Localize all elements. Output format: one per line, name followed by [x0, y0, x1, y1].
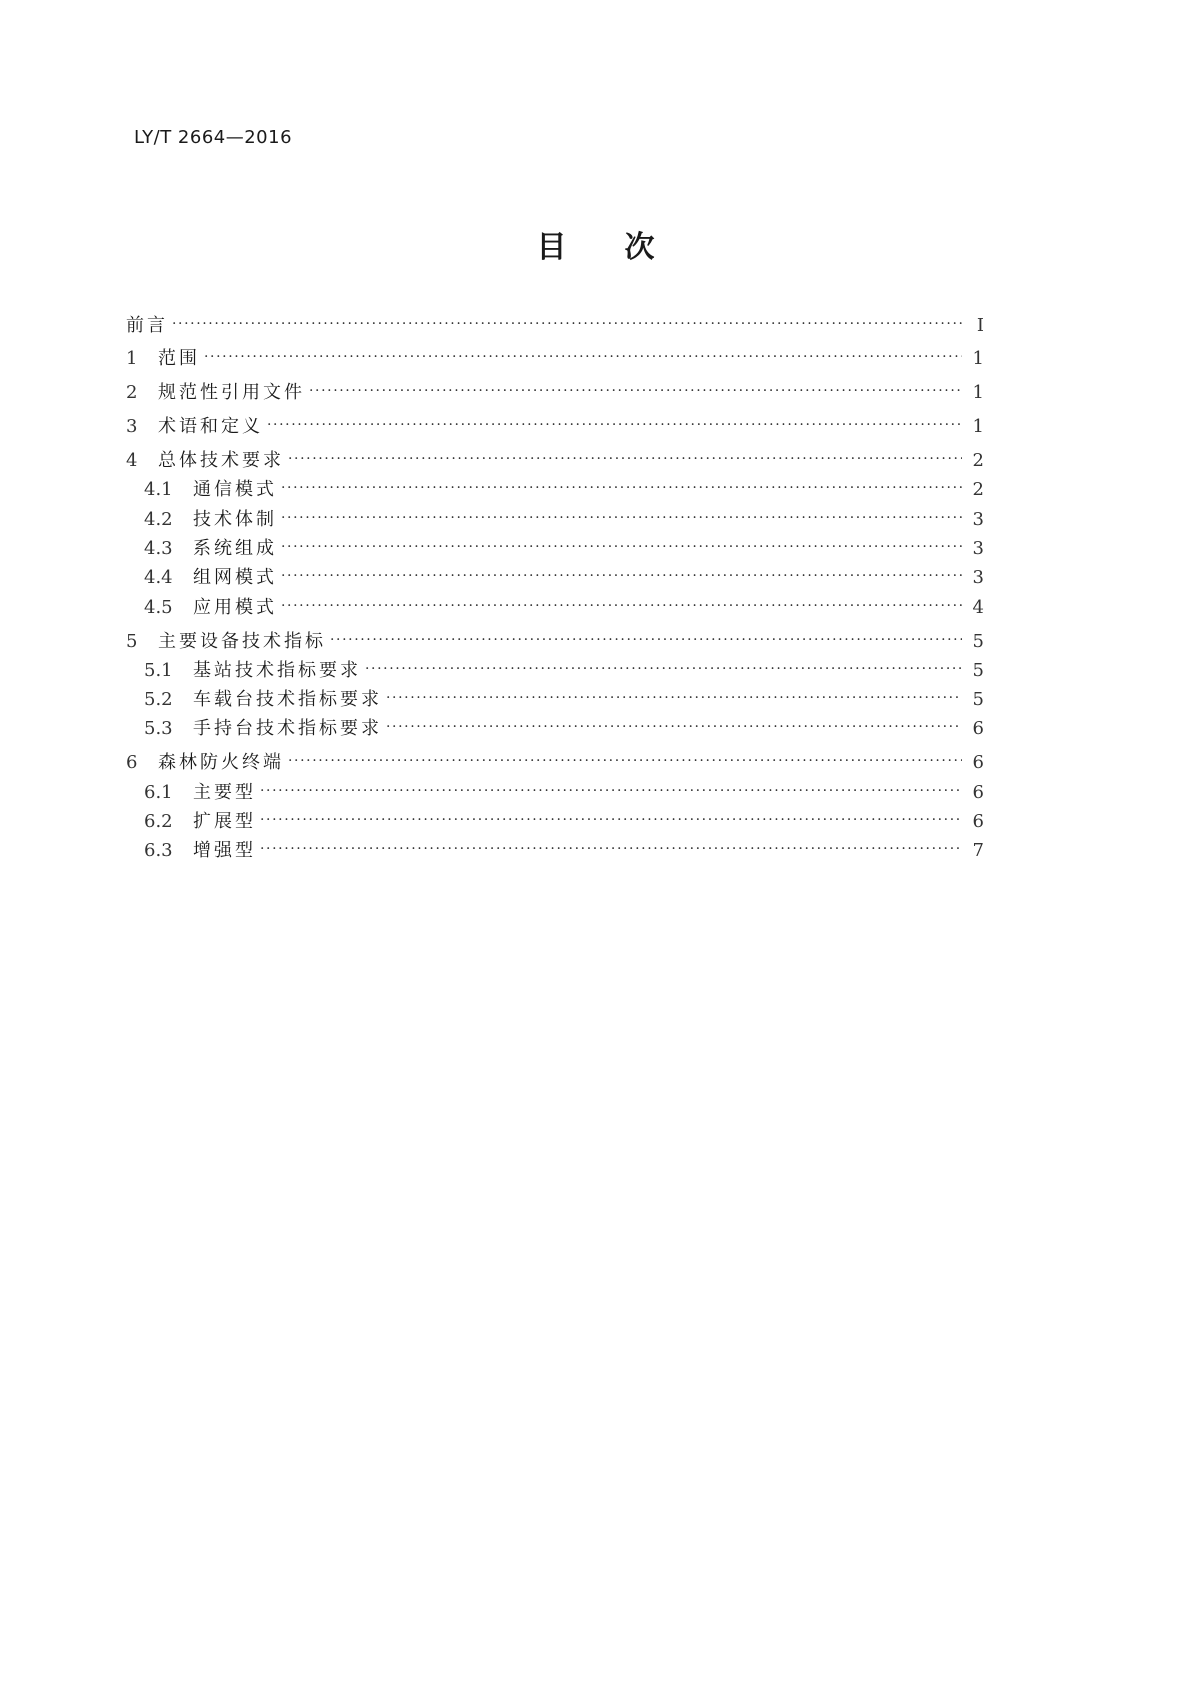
toc-entry[interactable] [126, 305, 984, 336]
toc-leader-dots [260, 772, 962, 798]
toc-leader-dots [260, 801, 962, 827]
toc-leader-dots [281, 469, 962, 495]
toc-entry-number: 5.1 [144, 660, 173, 681]
toc-entry[interactable] [144, 469, 984, 500]
toc-entry-number: 6.2 [144, 811, 173, 832]
toc-leader-dots [386, 679, 962, 705]
toc-leader-dots [330, 621, 962, 647]
toc-entry[interactable] [144, 772, 984, 803]
standard-code: LY/T 2664—2016 [134, 127, 293, 148]
toc-leader-dots [281, 557, 962, 583]
toc-entry-title: 前言 [126, 315, 168, 336]
toc-leader-dots [281, 587, 962, 613]
toc-entry-number: 3 [126, 416, 138, 437]
toc-entry-page: 6 [972, 718, 984, 739]
toc-leader-dots [288, 440, 962, 466]
toc-leader-dots [365, 650, 962, 676]
toc-leader-dots [281, 499, 962, 525]
toc-entry[interactable] [144, 587, 984, 618]
toc-entry-title: 组网模式 [193, 567, 277, 588]
toc-entry-title: 主要设备技术指标 [158, 631, 326, 652]
toc-entry-title: 总体技术要求 [158, 450, 284, 471]
toc-entry-page: 4 [972, 597, 984, 618]
toc-entry-page: 7 [972, 840, 984, 861]
toc-entry-page: 2 [972, 450, 984, 471]
toc-entry-page: 2 [972, 479, 984, 500]
toc-entry-page: 3 [972, 538, 984, 559]
toc-entry[interactable] [144, 801, 984, 832]
toc-entry-number: 2 [126, 382, 138, 403]
toc-entry-page: 5 [972, 631, 984, 652]
toc-entry[interactable] [126, 338, 984, 369]
toc-entry-number: 5 [126, 631, 138, 652]
toc-entry[interactable] [144, 499, 984, 530]
toc-leader-dots [386, 708, 962, 734]
toc-entry-title: 技术体制 [193, 509, 277, 530]
toc-leader-dots [309, 372, 962, 398]
toc-entry-number: 4.2 [144, 509, 173, 530]
toc-entry-number: 5.3 [144, 718, 173, 739]
toc-entry-page: 3 [972, 509, 984, 530]
toc-entry-number: 4.5 [144, 597, 173, 618]
toc-entry-title: 通信模式 [193, 479, 277, 500]
toc-entry-number: 6.1 [144, 782, 173, 803]
toc-entry[interactable] [126, 742, 984, 773]
toc-entry[interactable] [144, 830, 984, 861]
toc-entry-number: 6.3 [144, 840, 173, 861]
toc-entry-number: 4 [126, 450, 138, 471]
toc-entry-title: 应用模式 [193, 597, 277, 618]
toc-entry-page: 1 [972, 382, 984, 403]
toc-leader-dots [204, 338, 962, 364]
toc-entry-title: 主要型 [193, 782, 256, 803]
toc-entry-title: 范围 [158, 348, 200, 369]
toc-entry-number: 4.4 [144, 567, 173, 588]
toc-entry-title: 扩展型 [193, 811, 256, 832]
toc-entry[interactable] [126, 406, 984, 437]
toc-entry[interactable] [126, 372, 984, 403]
toc-leader-dots [288, 742, 962, 768]
toc-leader-dots [281, 528, 962, 554]
toc-entry-title: 手持台技术指标要求 [193, 718, 382, 739]
toc-entry-page: 1 [972, 416, 984, 437]
toc-entry-page: 6 [972, 782, 984, 803]
toc-entry-title: 规范性引用文件 [158, 382, 305, 403]
toc-entry-title: 增强型 [193, 840, 256, 861]
toc-entry-number: 4.3 [144, 538, 173, 559]
toc-entry[interactable] [126, 621, 984, 652]
toc-leader-dots [260, 830, 962, 856]
toc-entry-title: 术语和定义 [158, 416, 263, 437]
toc-entry-title: 车载台技术指标要求 [193, 689, 382, 710]
page-title: 目次 [536, 230, 713, 265]
toc-entry-page: 5 [972, 660, 984, 681]
toc-entry[interactable] [144, 650, 984, 681]
toc-entry-number: 5.2 [144, 689, 173, 710]
toc-entry[interactable] [144, 708, 984, 739]
toc-entry-number: 4.1 [144, 479, 173, 500]
toc-entry-page: 6 [972, 752, 984, 773]
toc-leader-dots [267, 406, 962, 432]
toc-entry-page: Ⅰ [976, 315, 984, 336]
toc-entry-page: 1 [972, 348, 984, 369]
toc-entry-page: 5 [972, 689, 984, 710]
toc-entry-number: 1 [126, 348, 138, 369]
toc-entry-page: 3 [972, 567, 984, 588]
toc-entry[interactable] [126, 440, 984, 471]
toc-entry-title: 基站技术指标要求 [193, 660, 361, 681]
toc-entry-title: 森林防火终端 [158, 752, 284, 773]
toc-entry[interactable] [144, 528, 984, 559]
toc-entry-page: 6 [972, 811, 984, 832]
toc-entry-title: 系统组成 [193, 538, 277, 559]
toc-entry[interactable] [144, 557, 984, 588]
toc-entry-number: 6 [126, 752, 138, 773]
toc-leader-dots [172, 305, 962, 331]
toc-entry[interactable] [144, 679, 984, 710]
